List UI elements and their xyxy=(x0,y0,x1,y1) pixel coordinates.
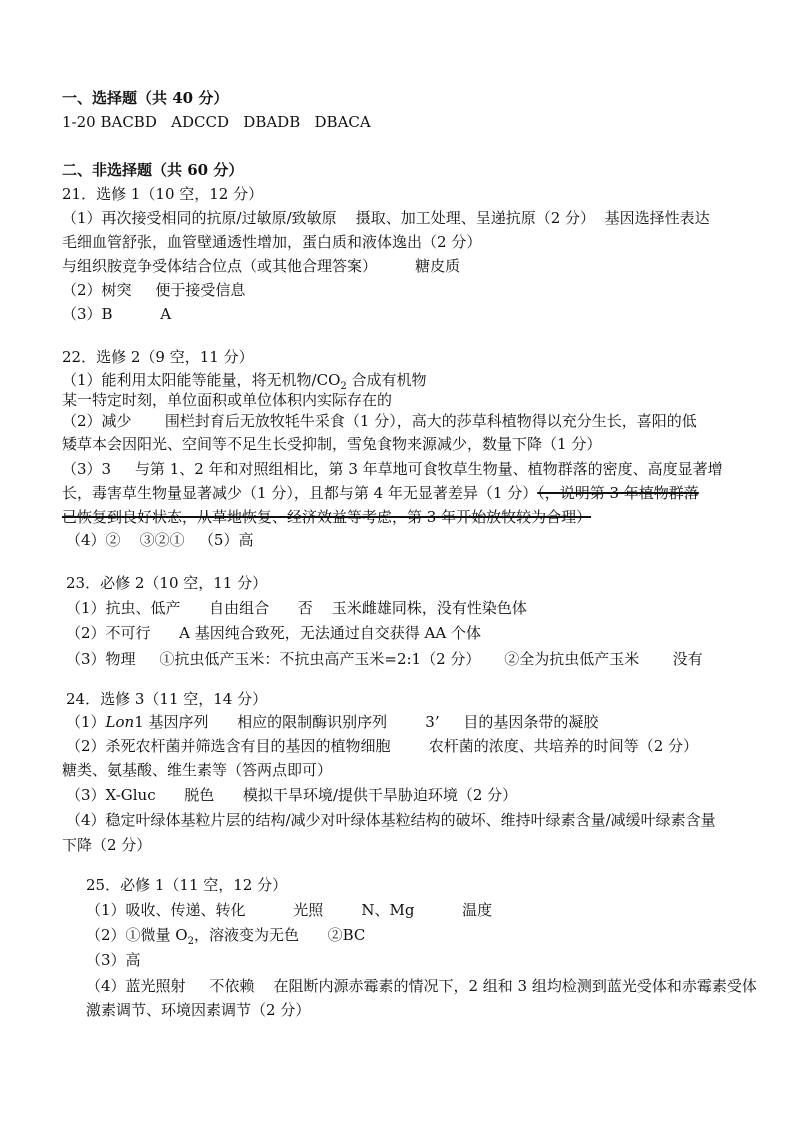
q25-o2-subscript: 2 xyxy=(187,936,194,947)
q22-line-2: 某一特定时刻，单位面积或单位体积内实际存在的 xyxy=(62,391,393,409)
q22-line-5: （3）3 与第 1、2 年和对照组相比，第 3 年草地可食牧草生物量、植物群落的密度、高度显著增 xyxy=(62,460,723,478)
q24-line-4: （3）X-Gluc 脱色 模拟干旱环境/提供干旱胁迫环境（2 分） xyxy=(66,786,518,804)
q24-gene-name-italic: Lon xyxy=(105,713,135,731)
q23-line-3: （3）物理 ①抗虫低产玉米：不抗虫高产玉米=2:1（2 分） ②全为抗虫低产玉米 没有 xyxy=(66,650,703,668)
q21-line-1: （1）再次接受相同的抗原/过敏原/致敏原 摄取、加工处理、呈递抗原（2 分） 基因选择性表达 xyxy=(62,209,710,227)
q22-struck-text-1: （，说明第 3 年植物群落 xyxy=(537,484,699,502)
q24-line-1 xyxy=(66,713,598,731)
q21-line-3: 与组织胺竞争受体结合位点（或其他合理答案） 糖皮质 xyxy=(62,257,461,275)
q22-line-8: （4）② ③②① （5）高 xyxy=(66,531,254,549)
q25-line-4: （4）蓝光照射 不依赖 在阻断内源赤霉素的情况下，2 组和 3 组均检测到蓝光受体和赤霉素受体 xyxy=(86,977,757,995)
q25-title: 25．必修 1（11 空，12 分） xyxy=(86,876,288,894)
q22-line-1-b: 合成有机物 xyxy=(346,371,427,389)
q22-title: 22．选修 2（9 空，11 分） xyxy=(62,348,254,366)
q22-line-6 xyxy=(62,484,699,502)
q21-line-5: （3）B A xyxy=(62,305,172,323)
q22-line-3: （2）减少 围栏封育后无放牧牦牛采食（1 分），高大的莎草科植物得以充分生长，喜阳的低 xyxy=(62,412,697,430)
q24-line-3: 糖类、氨基酸、维生素等（答两点即可） xyxy=(62,761,333,779)
q24-line-5: （4）稳定叶绿体基粒片层的结构/减少对叶绿体基粒结构的破坏、维持叶绿素含量/减缓叶绿素含量 xyxy=(66,811,716,829)
q25-line-2 xyxy=(86,926,365,951)
q23-title: 23．必修 2（10 空，11 分） xyxy=(66,574,268,592)
q24-line-1-pre: （1） xyxy=(66,713,106,731)
q24-line-2: （2）杀死农杆菌并筛选含有目的基因的植物细胞 农杆菌的浓度、共培养的时间等（2 分） xyxy=(66,737,699,755)
q25-line-5: 激素调节、环境因素调节（2 分） xyxy=(86,1001,311,1019)
q25-line-3: （3）高 xyxy=(86,951,141,969)
q22-line-4: 矮草本会因阳光、空间等不足生长受抑制，雪兔食物来源减少，数量下降（1 分） xyxy=(62,435,602,453)
q24-line-1-post: 1 基因序列 相应的限制酶识别序列 3’ 目的基因条带的凝胶 xyxy=(134,713,599,731)
q24-title: 24．选修 3（11 空，14 分） xyxy=(66,690,268,708)
section-1-heading: 一、选择题（共 40 分） xyxy=(62,89,229,107)
q25-line-2-b: ，溶液变为无色 ②BC xyxy=(194,926,366,944)
q21-line-2: 毛细血管舒张，血管壁通透性增加，蛋白质和液体逸出（2 分） xyxy=(62,233,482,251)
q22-line-6-a: 长，毒害草生物量显著减少（1 分），且都与第 4 年无显著差异（1 分） xyxy=(62,484,538,502)
q22-struck-text-2: 已恢复到良好状态，从草地恢复、经济效益等考虑，第 3 年开始放牧较为合理） xyxy=(62,508,592,526)
q22-line-1-a: （1）能利用太阳能等能量，将无机物/CO xyxy=(62,371,341,389)
multiple-choice-answers: 1-20 BACBD ADCCD DBADB DBACA xyxy=(62,113,371,131)
q21-line-4: （2）树突 便于接受信息 xyxy=(62,281,246,299)
section-2-heading: 二、非选择题（共 60 分） xyxy=(62,161,244,179)
q24-line-6: 下降（2 分） xyxy=(62,836,152,854)
q25-line-2-a: （2）①微量 O xyxy=(86,926,188,944)
q23-line-2: （2）不可行 A 基因纯合致死，无法通过自交获得 AA 个体 xyxy=(66,624,481,642)
q23-line-1: （1）抗虫、低产 自由组合 否 玉米雌雄同株，没有性染色体 xyxy=(66,599,527,617)
q25-line-1: （1）吸收、传递、转化 光照 N、Mg 温度 xyxy=(86,901,493,919)
q22-co2-subscript: 2 xyxy=(340,381,347,392)
q21-title: 21．选修 1（10 空，12 分） xyxy=(62,185,264,203)
